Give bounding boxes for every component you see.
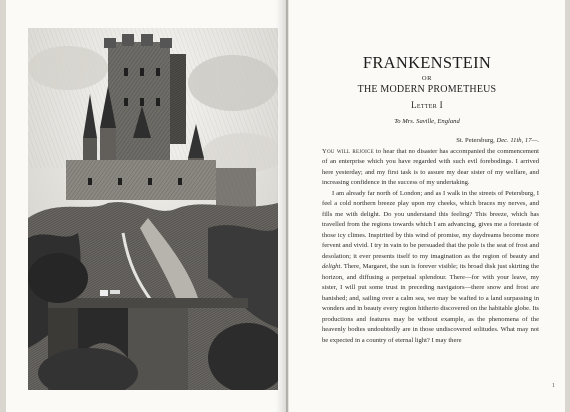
- title-or: OR: [421, 75, 433, 82]
- right-page[interactable]: [288, 0, 565, 412]
- opening-small-caps: You will rejoice: [322, 147, 374, 155]
- paragraph-2: [322, 189, 539, 347]
- gutter-shadow: [276, 0, 288, 412]
- paragraph-2-text-a: I am already far north of London; and as I walk in the streets of Petersburg, I feel a cold northern breeze play upon my cheeks, which braces my nerves, and fills me with delight. Do you understand this feeling? This breeze, which has travelled from the regions towards which I am advancing, gives me a foretaste of those icy climes. Inspirited by this wind of promise, my daydreams become more fervent and vivid. I try in vain to be persuaded that the pole is the seat of frost and desolation; it ever presents itself to my imagination as the region of beauty and: [322, 189, 539, 260]
- chapter-heading: Letter I: [411, 100, 443, 110]
- left-page[interactable]: [6, 0, 287, 412]
- dateline-place: St. Petersburg,: [456, 137, 497, 144]
- paragraph-1: [322, 147, 539, 189]
- book-subtitle: THE MODERN PROMETHEUS: [357, 84, 497, 95]
- paragraph-2-text-b: . There, Margaret, the sun is forever visible; its broad disk just skirting the horizon, and diffusing a perpetual splendour. There—for with your leave, my sister, I will put some trust in preceding navigators—there snow and frost are banished; and, sailing over a calm sea, we may be wafted to a land surpassing in wonders and in beauty every region hitherto discovered on the habitable globe. Its productions and features may be without example, as the phenomena of the heavenly bodies undoubtedly are in those undiscovered solitudes. What may not be expected in a country of eternal light? I may there: [322, 263, 539, 344]
- castle-illustration: [28, 28, 278, 390]
- book-title: FRANKENSTEIN: [362, 53, 492, 72]
- page-number: 1: [552, 383, 555, 389]
- paragraph-2-emphasis: delight: [322, 263, 341, 270]
- dateline: [322, 136, 539, 147]
- engraving-image: [28, 28, 278, 390]
- addressee: To Mrs. Saville, England: [394, 118, 460, 125]
- paragraph-1-text: to hear that no disaster has accompanied the commencement of an enterprise which you have regarded with such evil forebodings. I arrived here yesterday; and my first task is to assure my dear sister of my welfare, and increasing confidence in the success of my undertaking.: [322, 147, 539, 186]
- letter-body: [322, 136, 539, 346]
- dateline-date: Dec. 11th, 17—.: [496, 137, 539, 144]
